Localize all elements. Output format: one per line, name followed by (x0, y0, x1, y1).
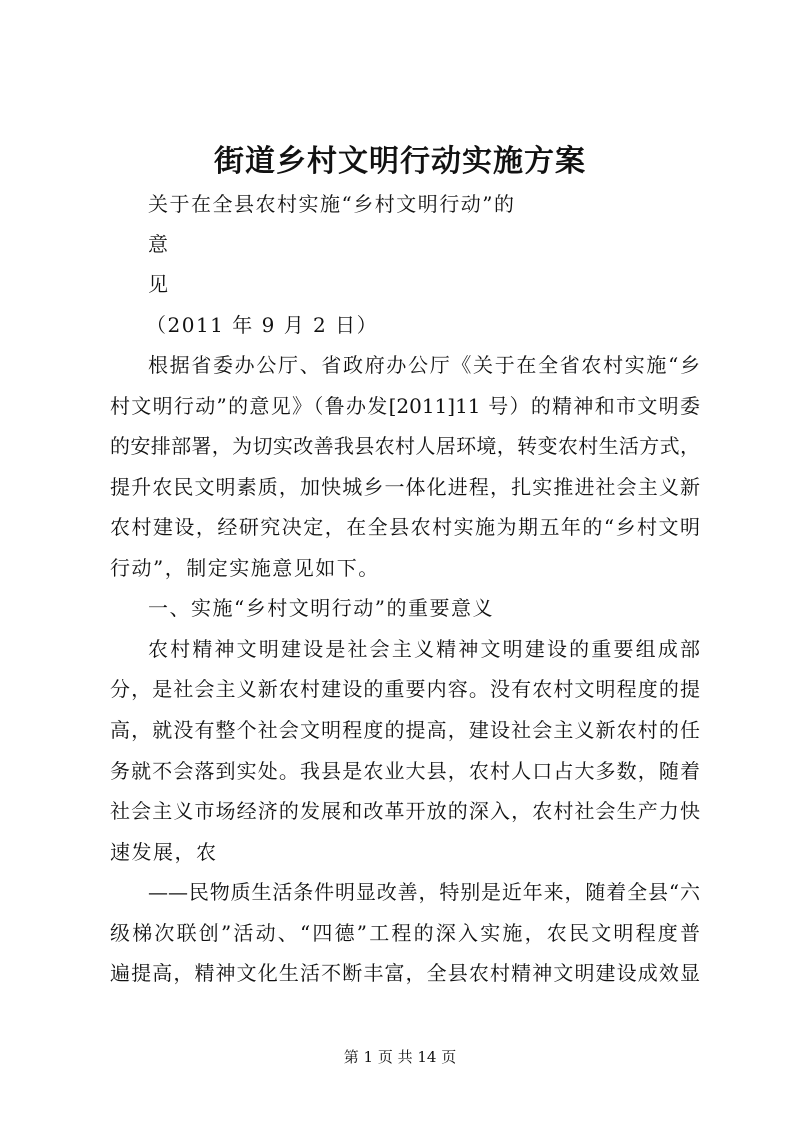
paragraph-line: 提升农民文明素质，加快城乡一体化进程，扎实推进社会主义新 (110, 475, 700, 499)
subtitle-line: 意 (148, 232, 170, 256)
paragraph-line: 高，就没有整个社会文明程度的提高，建设社会主义新农村的任 (110, 718, 700, 742)
paragraph-line: 分，是社会主义新农村建设的重要内容。没有农村文明程度的提 (110, 677, 700, 701)
paragraph-line: 务就不会落到实处。我县是农业大县，农村人口占大多数，随着 (110, 759, 700, 783)
document-title: 街道乡村文明行动实施方案 (214, 144, 586, 179)
paragraph-line: 根据省委办公厅、省政府办公厅《关于在全省农村实施“乡 (148, 353, 700, 377)
date-line: （2011 年 9 月 2 日） (146, 313, 379, 337)
paragraph-line: 的安排部署，为切实改善我县农村人居环境，转变农村生活方式， (110, 434, 700, 458)
page-number-footer: 第 1 页 共 14 页 (343, 1048, 457, 1066)
paragraph-line: 遍提高，精神文化生活不断丰富，全县农村精神文明建设成效显 (110, 961, 700, 985)
paragraph-line: 级梯次联创”活动、“四德”工程的深入实施，农民文明程度普 (110, 921, 700, 945)
section-heading: 一、实施“乡村文明行动”的重要意义 (148, 596, 494, 620)
paragraph-line: 社会主义市场经济的发展和改革开放的深入，农村社会生产力快 (110, 799, 700, 823)
subtitle-line: 关于在全县农村实施“乡村文明行动”的 (148, 192, 516, 216)
paragraph-line: 农村精神文明建设是社会主义精神文明建设的重要组成部 (148, 637, 700, 661)
paragraph-line: 速发展，农 (110, 840, 218, 864)
paragraph-line: 农村建设，经研究决定，在全县农村实施为期五年的“乡村文明 (110, 515, 700, 539)
paragraph-line: 行动”，制定实施意见如下。 (110, 556, 380, 580)
subtitle-line: 见 (148, 272, 170, 296)
paragraph-line: 村文明行动”的意见》（鲁办发[2011]11 号）的精神和市文明委 (110, 394, 700, 418)
paragraph-line: ——民物质生活条件明显改善，特别是近年来，随着全县“六 (148, 880, 700, 904)
